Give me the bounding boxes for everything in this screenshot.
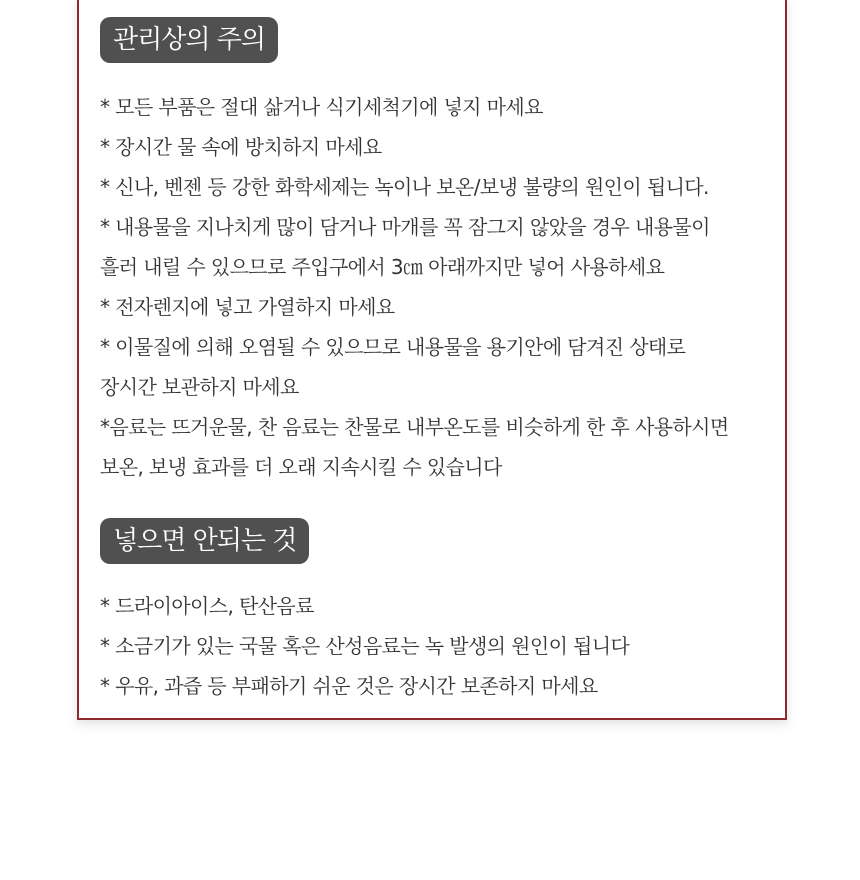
care-line: * 모든 부품은 절대 삶거나 식기세척기에 넣지 마세요 xyxy=(100,95,543,119)
care-line: * 전자렌지에 넣고 가열하지 마세요 xyxy=(100,295,395,319)
care-line: *음료는 뜨거운물, 찬 음료는 찬물로 내부온도를 비슷하게 한 후 사용하시면 xyxy=(100,415,729,439)
care-section-title: 관리상의 주의 xyxy=(100,17,278,63)
care-line: * 신나, 벤젠 등 강한 화학세제는 녹이나 보온/보냉 불량의 원인이 됩니다. xyxy=(100,175,709,199)
forbidden-section-title: 넣으면 안되는 것 xyxy=(100,518,309,564)
care-line: 흘러 내릴 수 있으므로 주입구에서 3㎝ 아래까지만 넣어 사용하세요 xyxy=(100,255,665,279)
care-line: 보온, 보냉 효과를 더 오래 지속시킬 수 있습니다 xyxy=(100,455,502,479)
care-instructions-list xyxy=(100,87,775,487)
forbidden-line: * 우유, 과즙 등 부패하기 쉬운 것은 장시간 보존하지 마세요 xyxy=(100,674,598,698)
forbidden-line: * 소금기가 있는 국물 혹은 산성음료는 녹 발생의 원인이 됩니다 xyxy=(100,634,630,658)
care-line: * 내용물을 지나치게 많이 담거나 마개를 꼭 잠그지 않았을 경우 내용물이 xyxy=(100,215,710,239)
care-notice-box xyxy=(77,0,787,720)
care-line: * 장시간 물 속에 방치하지 마세요 xyxy=(100,135,382,159)
forbidden-line: * 드라이아이스, 탄산음료 xyxy=(100,594,314,618)
care-line: 장시간 보관하지 마세요 xyxy=(100,375,299,399)
care-line: * 이물질에 의해 오염될 수 있으므로 내용물을 용기안에 담겨진 상태로 xyxy=(100,335,686,359)
forbidden-items-list xyxy=(100,586,775,706)
